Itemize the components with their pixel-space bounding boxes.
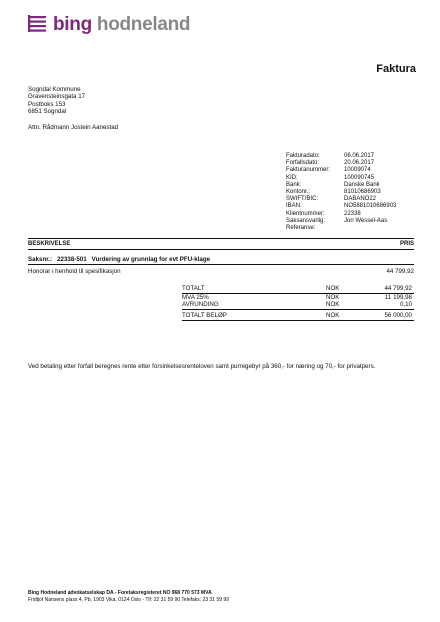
detail-value: 100090745: [344, 174, 375, 181]
detail-row: [286, 189, 396, 196]
detail-row: [286, 211, 396, 218]
totals-amount: 56 000,00: [384, 312, 412, 319]
detail-value: 81010686903: [344, 189, 381, 196]
totals-currency: NOK: [326, 312, 340, 319]
footer-line: Fridtjof Nansens plass 4, Pb. 1903 Vika, 0124 Oslo - Tlf: 22 31 59 90 Telefaks: 23 31 59 99: [28, 597, 229, 603]
detail-label: IBAN:: [286, 203, 302, 210]
totals-label: MVA 25%: [182, 293, 209, 301]
detail-row: [286, 182, 396, 189]
company-logo: [28, 12, 190, 38]
detail-label: SWIFT/BIC:: [286, 196, 318, 203]
address-line: 6851 Sogndal: [28, 108, 67, 116]
detail-label: KID:: [286, 174, 298, 181]
detail-row: [286, 218, 396, 225]
detail-row: [286, 203, 396, 210]
detail-value: Jon Wessel-Aas: [344, 217, 388, 224]
late-payment-note: Ved betaling etter forfall beregnes rente etter forsinkelsesrenteloven samt purregebyr på 360,- for næring og 70,- for privatpers.: [28, 363, 376, 370]
case-rule: [28, 264, 414, 265]
case-label: Saksnr.:: [28, 256, 53, 263]
detail-value: 06.06.2017: [344, 153, 375, 159]
totals-amount: 11 199,98: [384, 293, 412, 301]
detail-label: Fakturanummer:: [286, 167, 331, 174]
invoice-details: [286, 153, 396, 232]
detail-label: Bank:: [286, 181, 302, 188]
logo-word-hodneland: hodneland: [96, 14, 191, 36]
detail-value: 20.06.2017: [344, 160, 375, 167]
detail-row: [286, 196, 396, 203]
line-item-amount: 44 799,92: [386, 268, 414, 275]
totals-amount: 44 799,92: [384, 285, 412, 293]
detail-label: Referanse:: [286, 225, 316, 232]
table-header-rule: [28, 249, 414, 250]
totals-currency: NOK: [326, 300, 340, 308]
logo-text: [53, 13, 190, 37]
address-line: Postboks 153: [28, 100, 66, 108]
recipient-address: [28, 86, 85, 116]
detail-label: Klientnummer:: [286, 210, 325, 217]
page-footer: [28, 590, 229, 604]
column-header-price: PRIS: [399, 241, 414, 247]
logo-mark-icon: [28, 15, 46, 35]
totals-row-grand: [182, 313, 414, 321]
document-title: Faktura: [376, 63, 416, 75]
footer-line: Bing Hodneland advokatselskap DA - Foretaksregisteret NO 968 770 573 MVA: [28, 590, 212, 596]
address-line: Sogndal Kommune: [28, 86, 81, 93]
address-line: Gravensteinsgata 17: [28, 93, 86, 101]
detail-value: NO5881010686903: [344, 203, 397, 210]
table-top-rule: [28, 238, 414, 239]
detail-row: [286, 167, 396, 174]
totals-currency: NOK: [326, 293, 340, 301]
detail-value: Danske Bank: [344, 181, 380, 188]
line-item-description: Honorar i henhold til spesifikasjon: [28, 268, 121, 275]
attention-line: Attn. Rådmann Jostein Aanestad: [28, 124, 119, 131]
case-title: Vurdering av grunnlag for evt PFU-klage: [91, 256, 211, 263]
detail-value: DABANO22: [344, 196, 377, 203]
totals-row: [182, 301, 414, 309]
totals-label: AVRUNDING: [182, 300, 219, 308]
detail-row: [286, 153, 396, 160]
totals-label: TOTALT: [182, 285, 205, 293]
logo-word-bing: bing: [53, 14, 92, 36]
totals-currency: NOK: [326, 285, 340, 293]
detail-label: Forfallsdato:: [286, 160, 320, 167]
case-line: [28, 256, 215, 264]
detail-row: [286, 160, 396, 167]
detail-value: 22338: [344, 210, 361, 217]
detail-label: Fakturadato:: [286, 153, 320, 159]
detail-label: Saksansvarlig:: [286, 217, 326, 224]
detail-row: [286, 225, 396, 232]
detail-row: [286, 175, 396, 182]
totals-block: [182, 286, 414, 321]
detail-label: Kontonr.:: [286, 189, 311, 196]
case-number: 22338-501: [57, 256, 87, 263]
totals-label: TOTALT BELØP: [182, 312, 227, 319]
column-header-description: BESKRIVELSE: [28, 241, 71, 247]
totals-amount: 0,10: [399, 300, 412, 308]
detail-value: 10009074: [344, 167, 371, 174]
